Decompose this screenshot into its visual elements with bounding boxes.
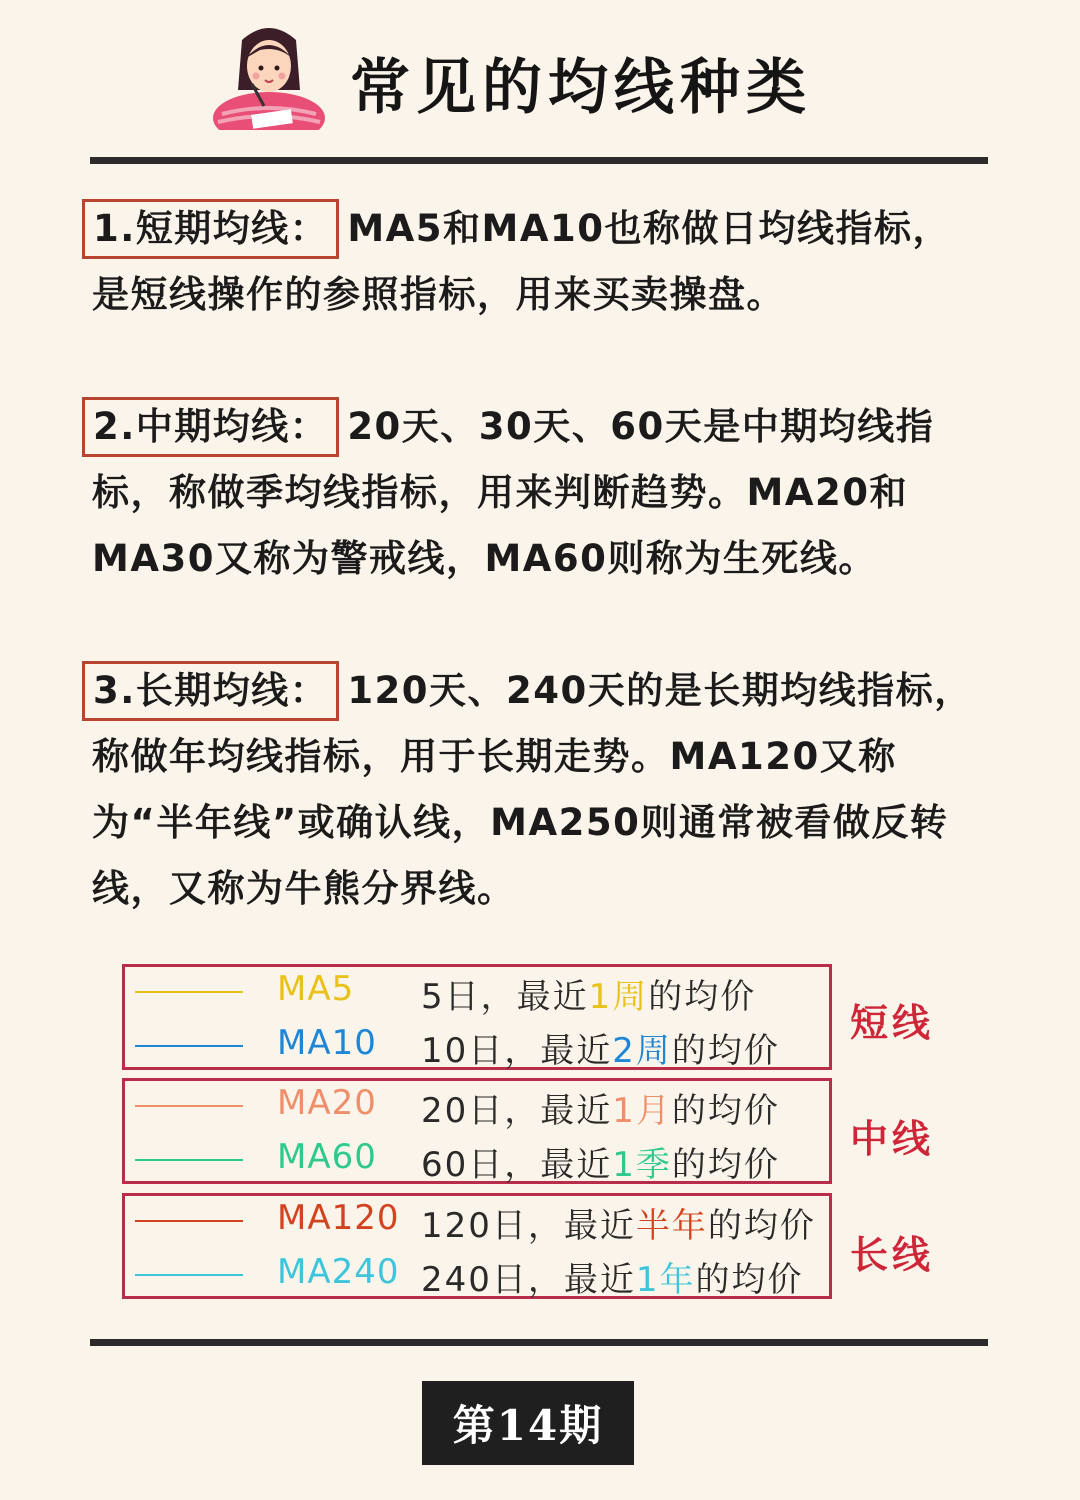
section-tag: 2.中期均线： (82, 397, 339, 457)
group-label-mid: 中线 (850, 1117, 935, 1161)
ma-description: 10日，最近2周的均价 (421, 1031, 780, 1071)
section-tag: 1.短期均线： (82, 199, 339, 259)
period-highlight: 1周 (588, 977, 649, 1017)
page-title: 常见的均线种类 (350, 53, 812, 123)
section-text: 120天、240天的是长期均线指标，称做年均线指标，用于长期走势。MA120又称为“半年线”或确认线，MA250则通常被看做反转线，又称为牛熊分界线。 (92, 669, 973, 910)
period-highlight: 2周 (612, 1031, 672, 1071)
ma-label: MA5 (277, 969, 355, 1009)
line-swatch (135, 1105, 243, 1107)
issue-badge: 第14期 (422, 1381, 634, 1465)
legend-group-long (122, 1193, 832, 1299)
ma-description: 120日，最近半年的均价 (421, 1206, 816, 1246)
period-highlight: 1月 (612, 1091, 672, 1131)
group-label-short: 短线 (850, 1001, 935, 1045)
legend-group-short (122, 964, 832, 1070)
ma-label: MA10 (277, 1023, 377, 1063)
legend-row (125, 967, 835, 1020)
period-highlight: 1季 (612, 1145, 672, 1185)
line-swatch (135, 1274, 243, 1276)
section-text: 20天、30天、60天是中期均线指标，称做季均线指标，用来判断趋势。MA20和MA30又称为警戒线，MA60则称为生死线。 (92, 405, 935, 580)
ma-label: MA240 (277, 1252, 400, 1292)
section-mid-term (92, 394, 988, 592)
line-swatch (135, 1159, 243, 1161)
ma-description: 20日，最近1月的均价 (421, 1091, 780, 1131)
top-divider (90, 157, 988, 164)
legend-group-mid (122, 1078, 832, 1184)
line-swatch (135, 1220, 243, 1222)
legend-row (125, 1196, 835, 1249)
legend-row (125, 1135, 835, 1188)
section-tag: 3.长期均线： (82, 661, 339, 721)
period-highlight: 半年 (635, 1206, 708, 1246)
section-short-term (92, 196, 988, 328)
line-swatch (135, 1045, 243, 1047)
ma-label: MA20 (277, 1083, 377, 1123)
ma-description: 240日，最近1年的均价 (421, 1260, 804, 1300)
header (0, 0, 1080, 160)
ma-label: MA120 (277, 1198, 400, 1238)
legend-row (125, 1081, 835, 1134)
girl-writing-avatar-icon (208, 22, 330, 130)
section-text: MA5和MA10也称做日均线指标，是短线操作的参照指标，用来买卖操盘。 (92, 207, 951, 316)
ma-description: 60日，最近1季的均价 (421, 1145, 780, 1185)
ma-description: 5日，最近1周的均价 (421, 977, 757, 1017)
group-label-long: 长线 (850, 1233, 935, 1277)
legend-row (125, 1021, 835, 1074)
line-swatch (135, 991, 243, 993)
moving-average-legend (122, 962, 962, 1307)
period-highlight: 1年 (635, 1260, 696, 1300)
legend-row (125, 1250, 835, 1303)
ma-label: MA60 (277, 1137, 377, 1177)
bottom-divider (90, 1339, 988, 1346)
section-long-term (92, 658, 988, 922)
